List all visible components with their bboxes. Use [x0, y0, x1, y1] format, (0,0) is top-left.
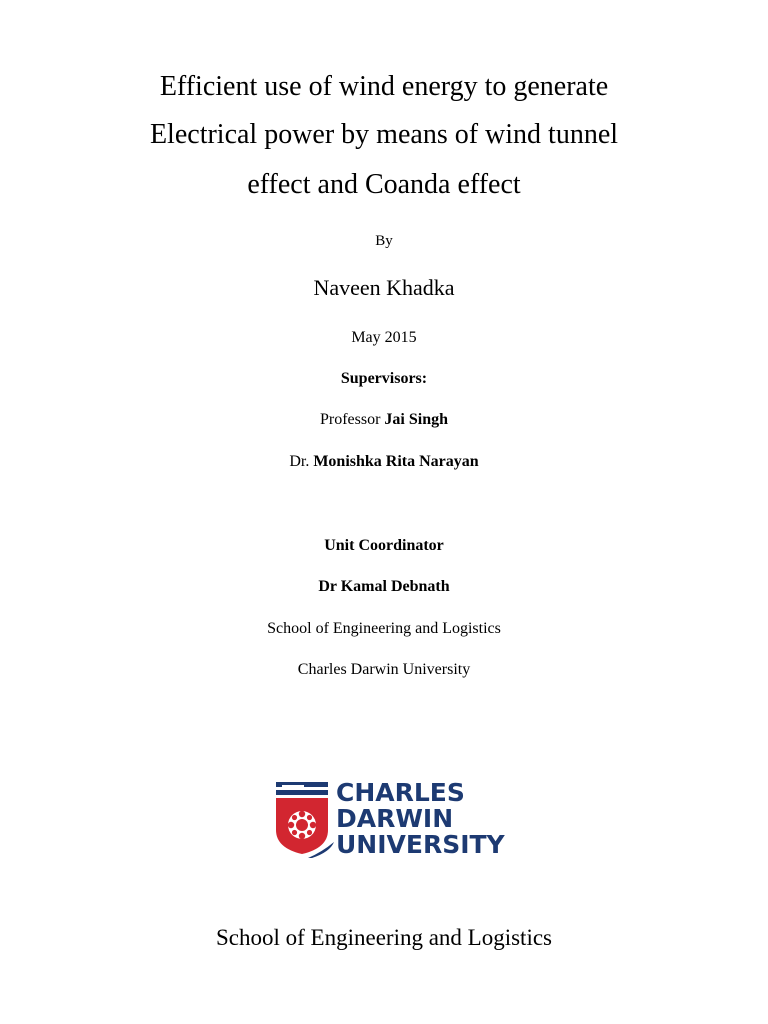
by-label: By [375, 233, 393, 249]
unit-coordinator-heading: Unit Coordinator [324, 537, 444, 554]
supervisor-2-prefix: Dr. [289, 453, 314, 470]
title-line-1: Efficient use of wind energy to generate [159, 71, 609, 102]
university-logo [272, 768, 524, 864]
school-name: School of Engineering and Logistics [267, 620, 501, 637]
author-name: Naveen Khadka [313, 275, 455, 300]
shield-icon [272, 780, 336, 858]
supervisor-1 [0, 410, 768, 430]
logo-wordmark [336, 780, 524, 858]
supervisor-1-prefix: Professor [319, 411, 385, 428]
title-line-2: Electrical power by means of wind tunnel [149, 119, 619, 150]
logo-line-2: DARWIN [336, 804, 454, 833]
footer-school-name: School of Engineering and Logistics [216, 925, 552, 950]
supervisor-2-name: Monishka Rita Narayan [313, 453, 479, 470]
logo-line-1: CHARLES [336, 778, 465, 807]
university-name: Charles Darwin University [297, 661, 471, 678]
supervisors-heading: Supervisors: [340, 370, 428, 387]
logo-line-3: UNIVERSITY [336, 830, 505, 859]
title-line-3: effect and Coanda effect [247, 169, 521, 200]
supervisor-1-name: Jai Singh [384, 411, 449, 428]
supervisor-2 [0, 452, 768, 472]
date: May 2015 [351, 329, 417, 346]
unit-coordinator-name: Dr Kamal Debnath [318, 578, 450, 595]
